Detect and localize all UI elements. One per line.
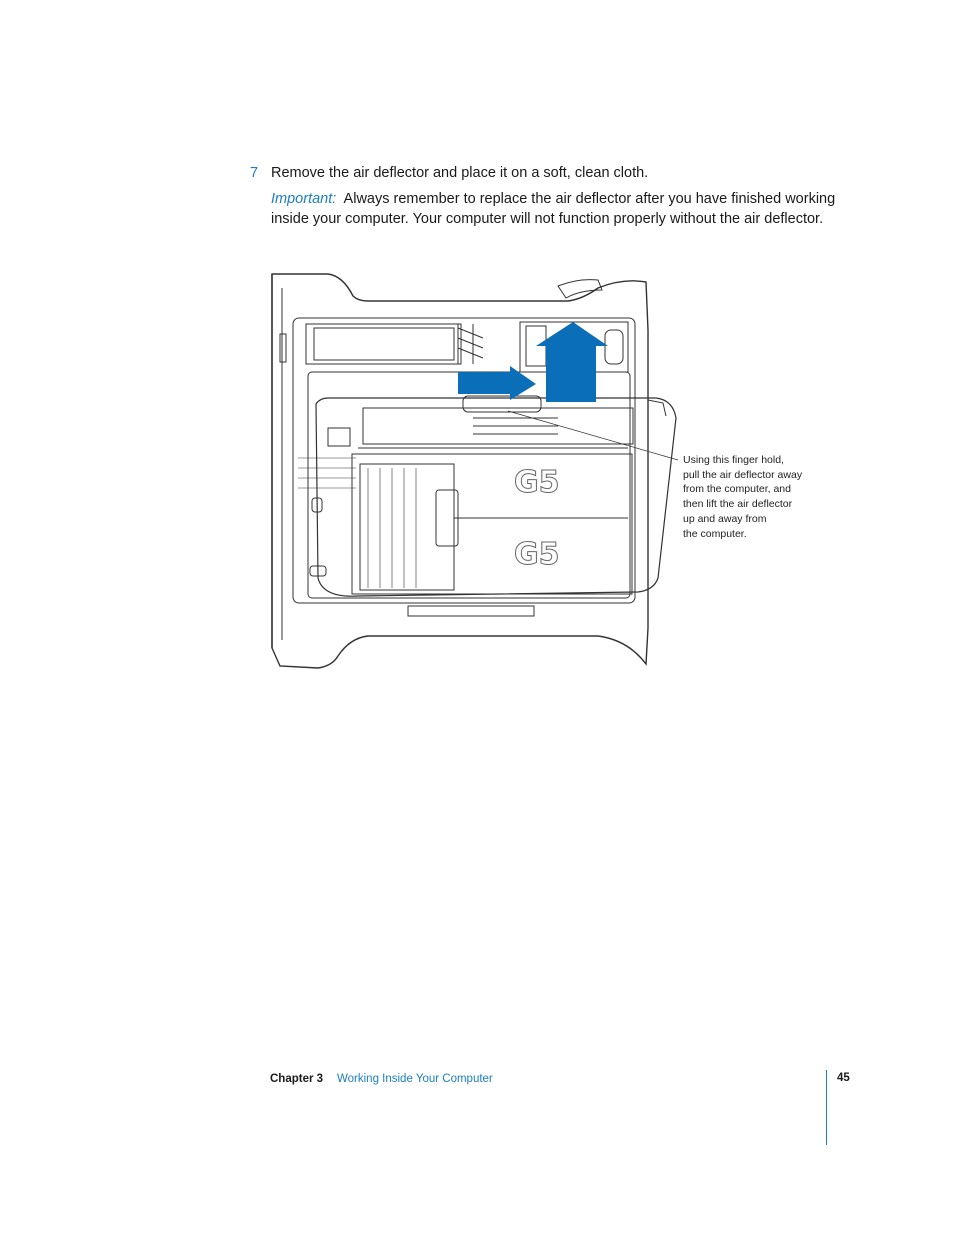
step-number: 7 xyxy=(250,165,259,181)
figure-callout xyxy=(683,453,823,541)
page-footer xyxy=(0,1072,954,1092)
important-label: Important: xyxy=(271,191,337,207)
air-deflector xyxy=(316,398,676,596)
important-note xyxy=(271,189,836,229)
important-text: Always remember to replace the air deflector after you have finished working inside your computer. Your computer will not function properly without the air deflector. xyxy=(271,191,836,227)
chapter-label: Chapter 3 xyxy=(270,1073,324,1085)
callout-line: then lift the air deflector xyxy=(683,498,793,511)
callout-leader xyxy=(508,411,678,460)
footer-divider xyxy=(826,1070,827,1145)
pull-arrow xyxy=(458,366,536,400)
callout-line: the computer. xyxy=(683,527,747,540)
chapter-title: Working Inside Your Computer xyxy=(337,1073,493,1085)
lift-arrow xyxy=(536,322,608,402)
page-number: 45 xyxy=(837,1072,850,1084)
case-outline xyxy=(272,274,648,668)
callout-line: up and away from xyxy=(683,512,767,525)
step-text: Remove the air deflector and place it on a soft, clean cloth. xyxy=(271,165,649,181)
callout-line: Using this finger hold, xyxy=(683,454,784,466)
callout-line: from the computer, and xyxy=(683,483,791,496)
processor-label-top: G5 xyxy=(514,465,560,500)
callout-line: pull the air deflector away xyxy=(683,468,803,481)
processor-label-bottom: G5 xyxy=(514,537,560,572)
